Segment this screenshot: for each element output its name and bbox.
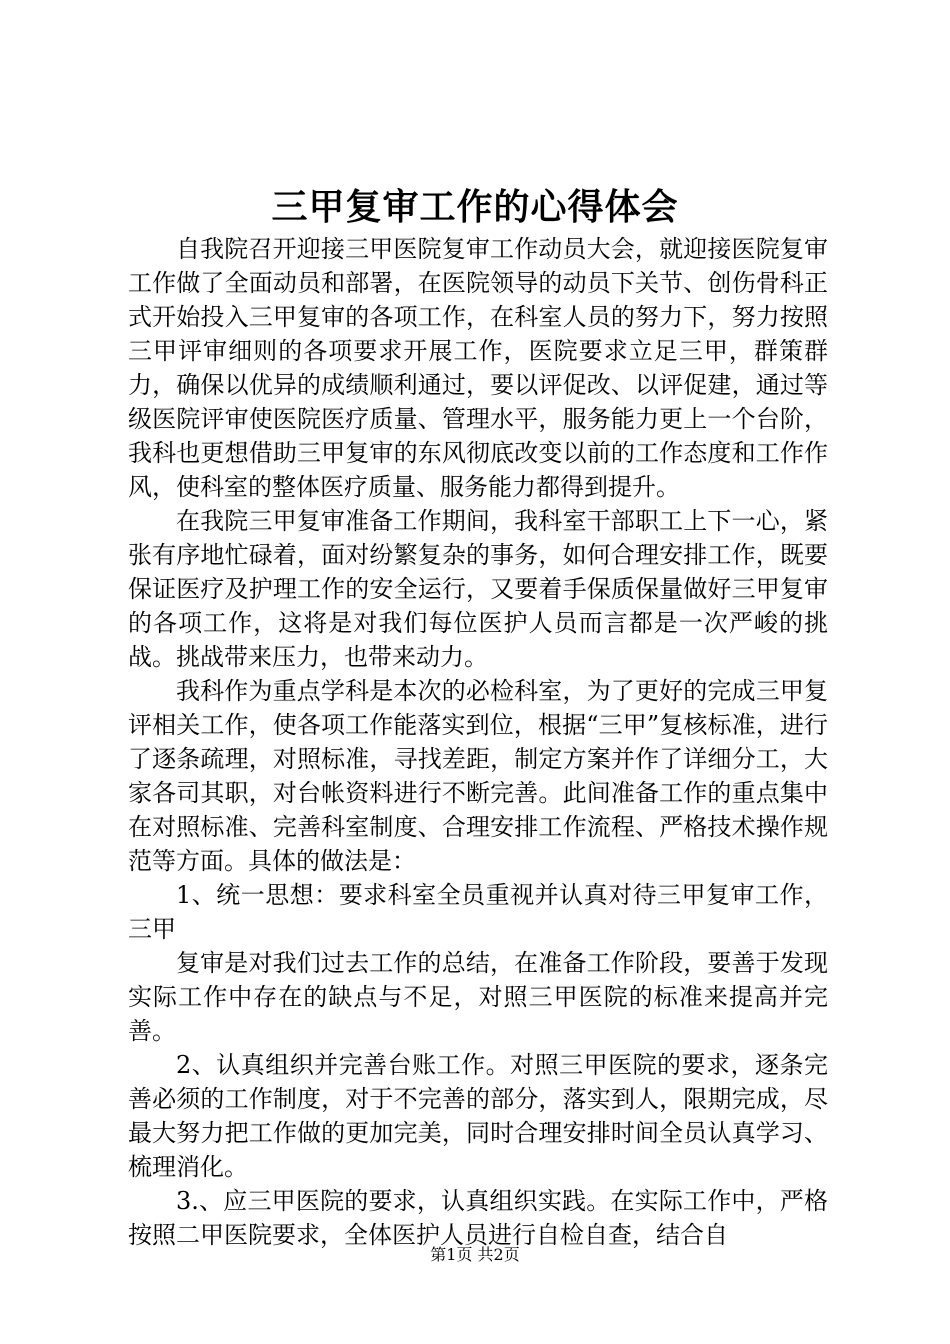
page-number-footer: 第1页 共2页 [430, 1245, 520, 1264]
list-item: 2、认真组织并完善台账工作。对照三甲医院的要求，逐条完善必须的工作制度，对于不完善的部分，落实到人，限期完成，尽最大努力把工作做的更加完美，同时合理安排时间全员认真学习、梳理消化。 [128, 1051, 828, 1181]
document-body [128, 232, 828, 1252]
list-item: 1、统一思想：要求科室全员重视并认真对待三甲复审工作，三甲 [128, 881, 828, 943]
list-item: 3.、应三甲医院的要求，认真组织实践。在实际工作中，严格按照二甲医院要求，全体医护人员进行自检自查，结合自 [128, 1187, 828, 1249]
document-title: 三甲复审工作的心得体会 [271, 186, 679, 228]
paragraph: 复审是对我们过去工作的总结，在准备工作阶段，要善于发现实际工作中存在的缺点与不足，对照三甲医院的标准来提高并完善。 [128, 949, 828, 1045]
paragraph: 我科作为重点学科是本次的必检科室，为了更好的完成三甲复评相关工作，使各项工作能落实到位，根据“三甲”复核标准，进行了逐条疏理，对照标准，寻找差距，制定方案并作了详细分工，大家各司其职，对台帐资料进行不断完善。此间准备工作的重点集中在对照标准、完善科室制度、合理安排工作流程、严格技术操作规范等方面。具体的做法是： [128, 677, 828, 875]
paragraph: 在我院三甲复审准备工作期间，我科室干部职工上下一心，紧张有序地忙碌着，面对纷繁复杂的事务，如何合理安排工作，既要保证医疗及护理工作的安全运行，又要着手保质保量做好三甲复审的各项工作，这将是对我们每位医护人员而言都是一次严峻的挑战。挑战带来压力，也带来动力。 [128, 507, 828, 671]
paragraph: 自我院召开迎接三甲医院复审工作动员大会，就迎接医院复审工作做了全面动员和部署，在医院领导的动员下关节、创伤骨科正式开始投入三甲复审的各项工作，在科室人员的努力下，努力按照三甲评审细则的各项要求开展工作，医院要求立足三甲，群策群力，确保以优异的成绩顺利通过，要以评促改、以评促建，通过等级医院评审使医院医疗质量、管理水平，服务能力更上一个台阶，我科也更想借助三甲复审的东风彻底改变以前的工作态度和工作作风，使科室的整体医疗质量、服务能力都得到提升。 [128, 235, 828, 501]
